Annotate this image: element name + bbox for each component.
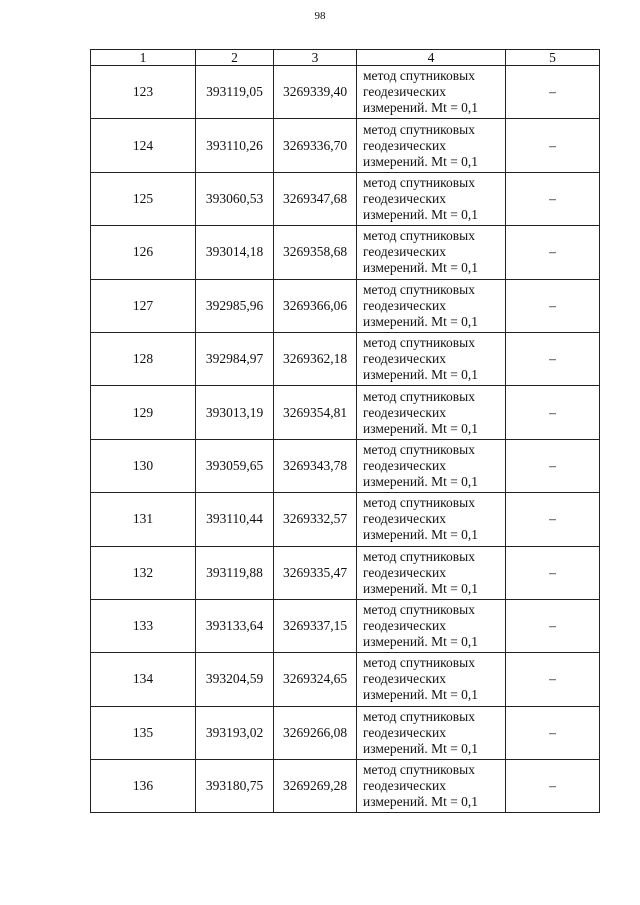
method-line: метод спутниковых [363,762,475,778]
method-cell [357,172,506,225]
x-coordinate-cell: 393119,88 [196,546,274,599]
point-number-cell: 125 [91,172,196,225]
method-line: метод спутниковых [363,335,475,351]
method-line: геодезических [363,84,446,100]
method-line: метод спутниковых [363,602,475,618]
y-coordinate-cell: 3269324,65 [274,653,357,706]
method-cell [357,653,506,706]
table-row [91,706,600,759]
method-line: метод спутниковых [363,68,475,84]
point-number-cell: 123 [91,66,196,119]
method-cell [357,706,506,759]
point-number-cell: 136 [91,760,196,813]
y-coordinate-cell: 3269343,78 [274,439,357,492]
method-line: измерений. Mt = 0,1 [363,367,479,383]
method-line: геодезических [363,724,446,740]
point-number-cell: 134 [91,653,196,706]
point-number-cell: 129 [91,386,196,439]
note-cell: – [506,332,600,385]
table-row [91,599,600,652]
note-cell: – [506,226,600,279]
y-coordinate-cell: 3269269,28 [274,760,357,813]
table-row [91,760,600,813]
x-coordinate-cell: 393110,26 [196,119,274,172]
note-cell: – [506,66,600,119]
header-col-1: 1 [91,50,196,66]
y-coordinate-cell: 3269337,15 [274,599,357,652]
method-cell [357,66,506,119]
method-line: измерений. Mt = 0,1 [363,153,479,169]
header-col-5: 5 [506,50,600,66]
x-coordinate-cell: 392984,97 [196,332,274,385]
method-cell [357,439,506,492]
note-cell: – [506,599,600,652]
y-coordinate-cell: 3269336,70 [274,119,357,172]
method-line: геодезических [363,404,446,420]
method-line: метод спутниковых [363,174,475,190]
x-coordinate-cell: 393193,02 [196,706,274,759]
point-number-cell: 135 [91,706,196,759]
table-row [91,172,600,225]
method-line: измерений. Mt = 0,1 [363,740,479,756]
method-line: измерений. Mt = 0,1 [363,687,479,703]
y-coordinate-cell: 3269354,81 [274,386,357,439]
x-coordinate-cell: 393013,19 [196,386,274,439]
method-cell [357,386,506,439]
note-cell: – [506,546,600,599]
y-coordinate-cell: 3269266,08 [274,706,357,759]
method-cell [357,279,506,332]
method-line: метод спутниковых [363,441,475,457]
note-cell: – [506,119,600,172]
method-line: геодезических [363,457,446,473]
point-number-cell: 132 [91,546,196,599]
point-number-cell: 133 [91,599,196,652]
y-coordinate-cell: 3269366,06 [274,279,357,332]
method-line: измерений. Mt = 0,1 [363,580,479,596]
method-cell [357,760,506,813]
table-row [91,332,600,385]
method-line: метод спутниковых [363,121,475,137]
x-coordinate-cell: 392985,96 [196,279,274,332]
method-line: геодезических [363,244,446,260]
table-row [91,653,600,706]
x-coordinate-cell: 393059,65 [196,439,274,492]
table-row [91,119,600,172]
table-header [91,50,600,66]
header-col-4: 4 [357,50,506,66]
method-line: геодезических [363,671,446,687]
method-cell [357,332,506,385]
note-cell: – [506,439,600,492]
y-coordinate-cell: 3269332,57 [274,493,357,546]
method-line: метод спутниковых [363,548,475,564]
point-number-cell: 130 [91,439,196,492]
method-cell [357,546,506,599]
point-number-cell: 124 [91,119,196,172]
note-cell: – [506,493,600,546]
y-coordinate-cell: 3269347,68 [274,172,357,225]
note-cell: – [506,386,600,439]
y-coordinate-cell: 3269358,68 [274,226,357,279]
method-line: метод спутниковых [363,228,475,244]
method-line: геодезических [363,778,446,794]
table-body [91,66,600,813]
point-number-cell: 127 [91,279,196,332]
method-cell [357,119,506,172]
method-line: измерений. Mt = 0,1 [363,794,479,810]
table-row [91,439,600,492]
table-row [91,546,600,599]
method-line: измерений. Mt = 0,1 [363,420,479,436]
note-cell: – [506,279,600,332]
note-cell: – [506,760,600,813]
header-row [91,50,600,66]
method-line: метод спутниковых [363,708,475,724]
method-line: метод спутниковых [363,388,475,404]
method-line: измерений. Mt = 0,1 [363,527,479,543]
method-line: метод спутниковых [363,495,475,511]
note-cell: – [506,706,600,759]
x-coordinate-cell: 393133,64 [196,599,274,652]
x-coordinate-cell: 393014,18 [196,226,274,279]
y-coordinate-cell: 3269339,40 [274,66,357,119]
method-line: геодезических [363,137,446,153]
method-cell [357,599,506,652]
method-line: измерений. Mt = 0,1 [363,313,479,329]
point-number-cell: 128 [91,332,196,385]
x-coordinate-cell: 393110,44 [196,493,274,546]
method-line: метод спутниковых [363,655,475,671]
x-coordinate-cell: 393060,53 [196,172,274,225]
page-number: 98 [314,10,326,22]
point-number-cell: 131 [91,493,196,546]
method-cell [357,493,506,546]
x-coordinate-cell: 393180,75 [196,760,274,813]
method-line: геодезических [363,564,446,580]
table-row [91,386,600,439]
method-line: геодезических [363,511,446,527]
method-line: геодезических [363,351,446,367]
y-coordinate-cell: 3269362,18 [274,332,357,385]
method-line: измерений. Mt = 0,1 [363,100,479,116]
method-cell [357,226,506,279]
coordinates-table [90,49,600,813]
table-row [91,279,600,332]
method-line: геодезических [363,618,446,634]
method-line: измерений. Mt = 0,1 [363,634,479,650]
method-line: измерений. Mt = 0,1 [363,206,479,222]
header-col-2: 2 [196,50,274,66]
method-line: геодезических [363,297,446,313]
table-row [91,66,600,119]
note-cell: – [506,172,600,225]
table-row [91,493,600,546]
note-cell: – [506,653,600,706]
point-number-cell: 126 [91,226,196,279]
method-line: метод спутниковых [363,281,475,297]
x-coordinate-cell: 393119,05 [196,66,274,119]
header-col-3: 3 [274,50,357,66]
table-row [91,226,600,279]
method-line: измерений. Mt = 0,1 [363,260,479,276]
method-line: геодезических [363,190,446,206]
method-line: измерений. Mt = 0,1 [363,473,479,489]
x-coordinate-cell: 393204,59 [196,653,274,706]
y-coordinate-cell: 3269335,47 [274,546,357,599]
